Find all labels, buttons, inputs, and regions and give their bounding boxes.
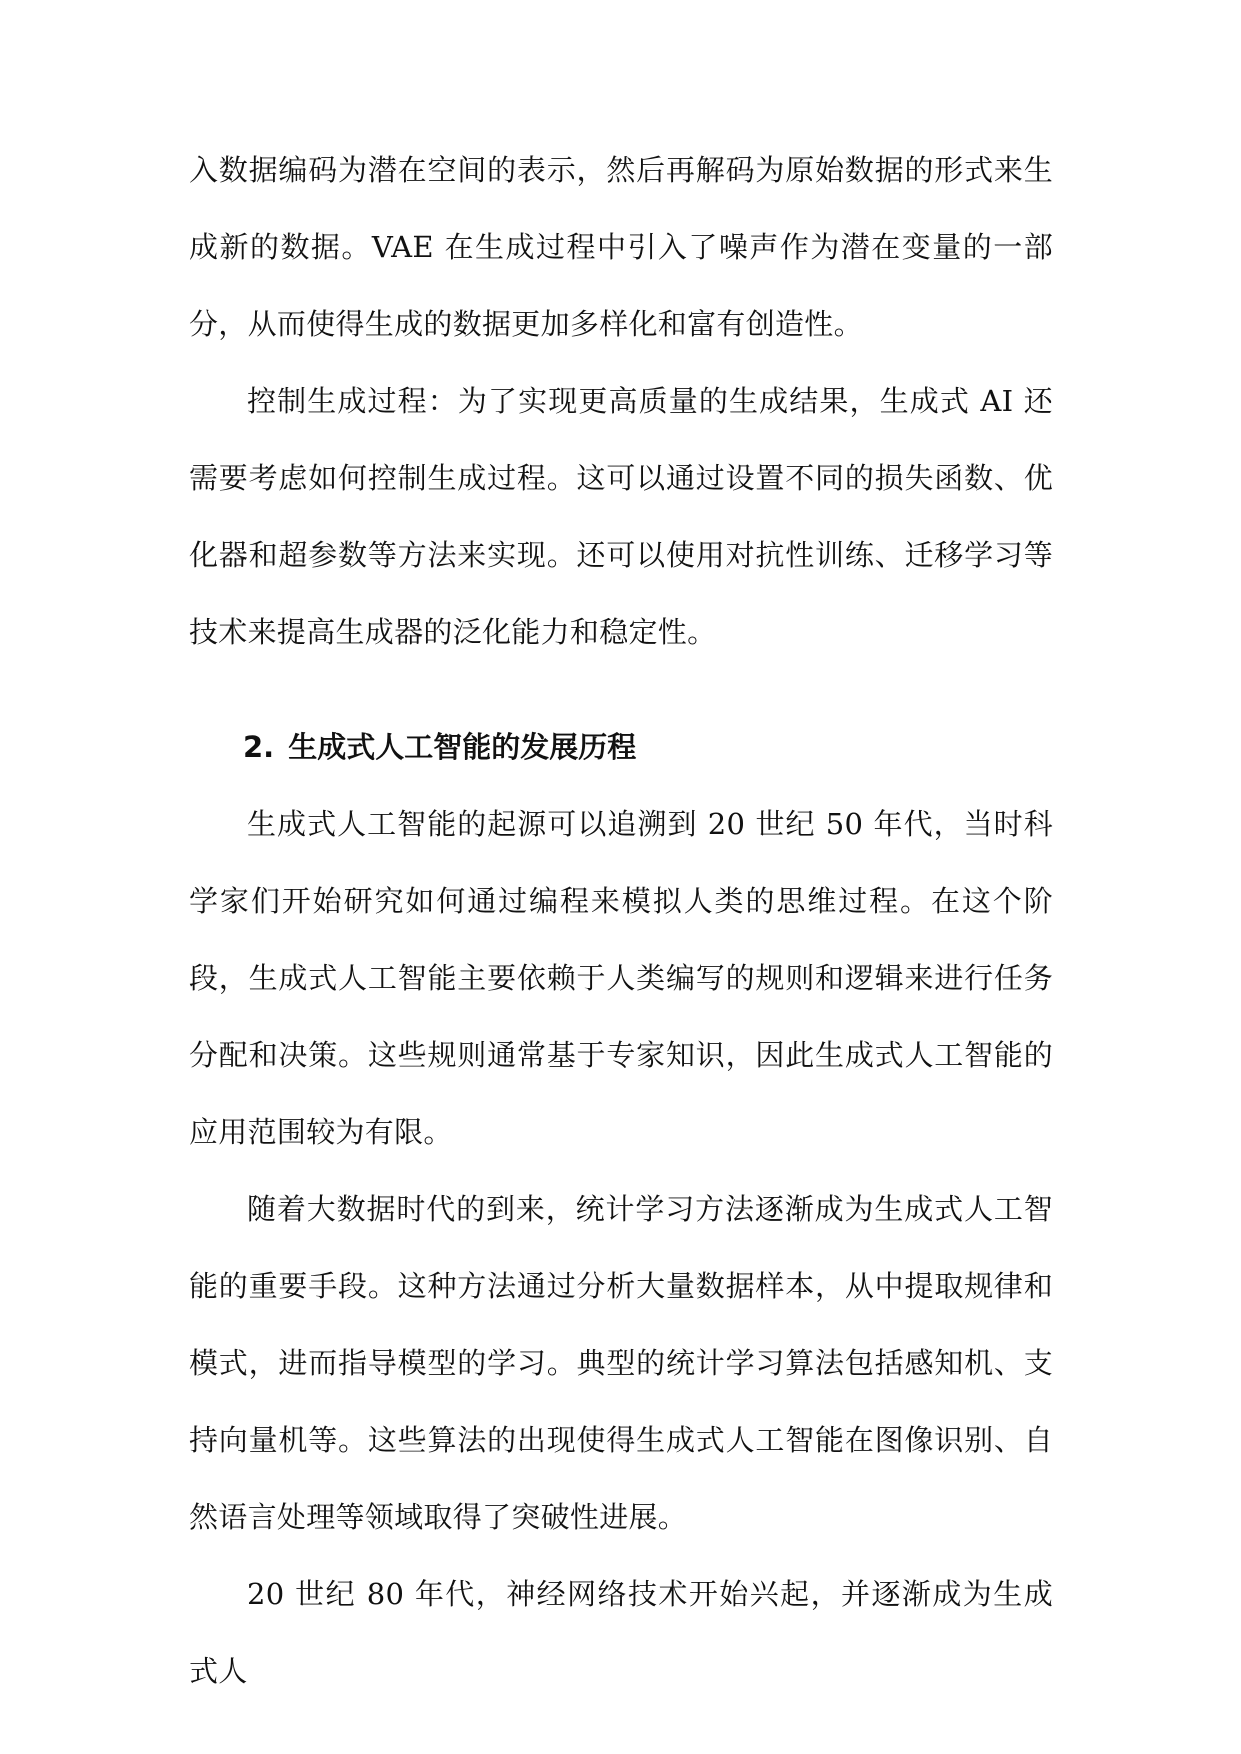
section-heading <box>189 709 1053 786</box>
paragraph-statistical-learning: 随着大数据时代的到来，统计学习方法逐渐成为生成式人工智能的重要手段。这种方法通过分析大量数据样本，从中提取规律和模式，进而指导模型的学习。典型的统计学习算法包括感知机、支持向量机等。这些算法的出现使得生成式人工智能在图像识别、自然语言处理等领域取得了突破性进展。 <box>189 1192 1053 1534</box>
section-number: 2. <box>243 730 275 764</box>
paragraph-control-generation: 控制生成过程：为了实现更高质量的生成结果，生成式 AI 还需要考虑如何控制生成过程。这可以通过设置不同的损失函数、优化器和超参数等方法来实现。还可以使用对抗性训练、迁移学习等技术来提高生成器的泛化能力和稳定性。 <box>189 384 1053 649</box>
section-title: 生成式人工智能的发展历程 <box>288 730 637 764</box>
paragraph-origin: 生成式人工智能的起源可以追溯到 20 世纪 50 年代，当时科学家们开始研究如何通过编程来模拟人类的思维过程。在这个阶段，生成式人工智能主要依赖于人类编写的规则和逻辑来进行任务分配和决策。这些规则通常基于专家知识，因此生成式人工智能的应用范围较为有限。 <box>189 807 1053 1149</box>
paragraph-vae-continuation: 入数据编码为潜在空间的表示，然后再解码为原始数据的形式来生成新的数据。VAE 在生成过程中引入了噪声作为潜在变量的一部分，从而使得生成的数据更加多样化和富有创造性。 <box>189 153 1053 341</box>
page-content <box>189 132 1053 1710</box>
paragraph-neural-networks: 20 世纪 80 年代，神经网络技术开始兴起，并逐渐成为生成式人 <box>189 1577 1053 1688</box>
